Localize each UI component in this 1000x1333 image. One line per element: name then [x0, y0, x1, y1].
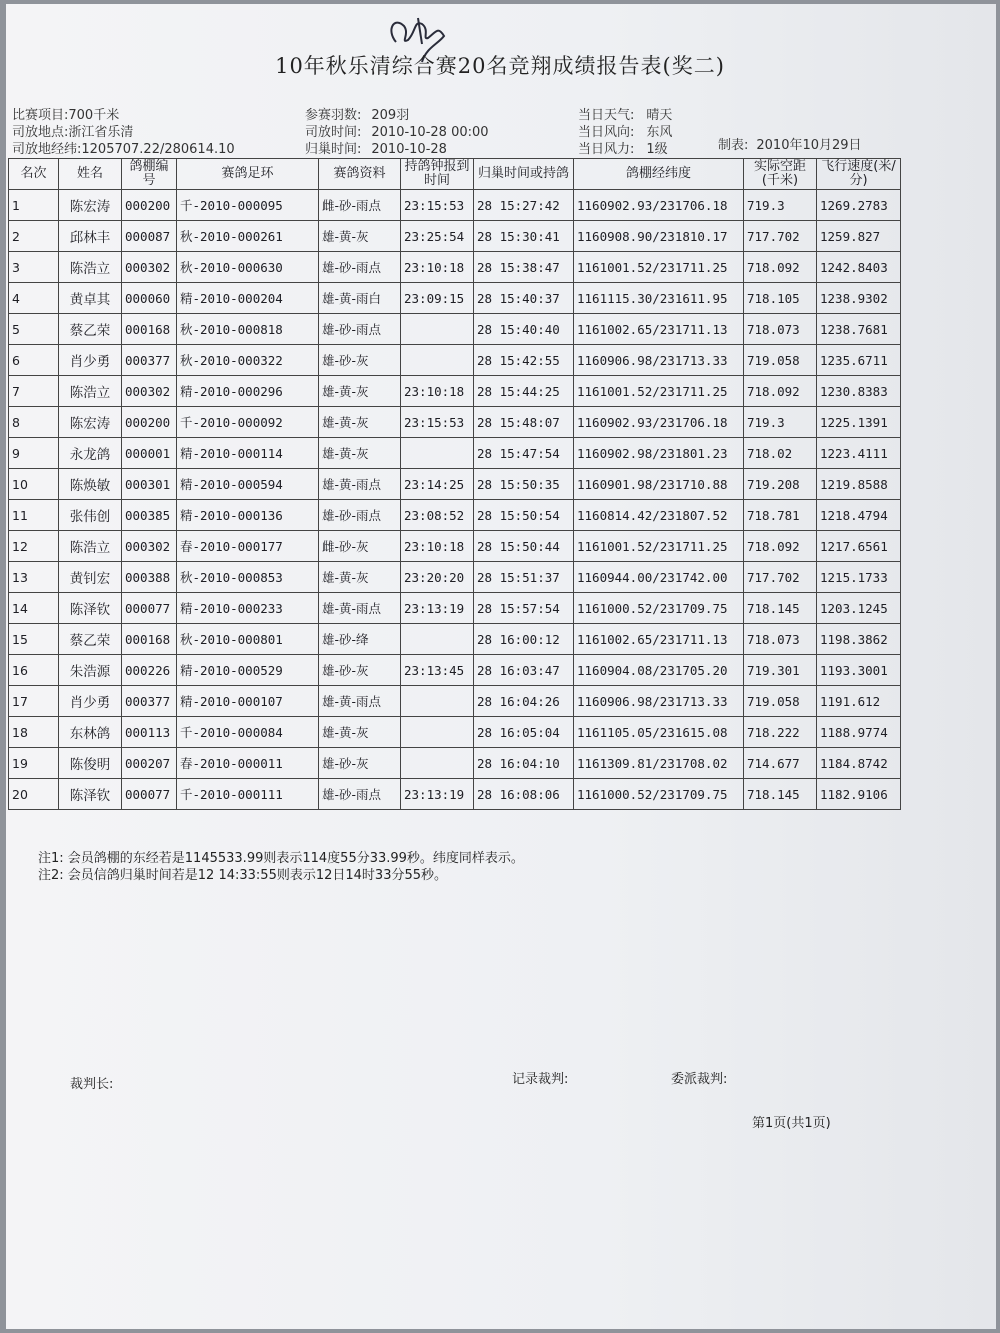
- cell-name: 陈浩立: [59, 252, 122, 283]
- table-row: [9, 407, 901, 438]
- cell-speed: 1242.8403: [817, 252, 901, 283]
- cell-distance: 718.222: [744, 717, 817, 748]
- report-title: 10年秋乐清综合赛20名竞翔成绩报告表(奖二): [275, 54, 725, 78]
- cell-speed: 1217.6561: [817, 531, 901, 562]
- table-row: [9, 717, 901, 748]
- cell-speed: 1238.7681: [817, 314, 901, 345]
- table-row: [9, 531, 901, 562]
- cell-loft-coords: 1160901.98/231710.88: [574, 469, 744, 500]
- table-row: [9, 221, 901, 252]
- release-coordinates: 司放地经纬:1205707.22/280614.10: [12, 142, 235, 157]
- chief-judge-label: 裁判长:: [70, 1077, 114, 1092]
- cell-clock-time: 23:10:18: [401, 376, 474, 407]
- cell-clock-time: [401, 624, 474, 655]
- cell-ring: 秋-2010-000261: [177, 221, 319, 252]
- table-row: [9, 283, 901, 314]
- cell-speed: 1259.827: [817, 221, 901, 252]
- cell-ring: 春-2010-000011: [177, 748, 319, 779]
- table-row: [9, 252, 901, 283]
- cell-arrival-time: 28 15:57:54: [474, 593, 574, 624]
- cell-speed: 1182.9106: [817, 779, 901, 810]
- header-loft-id: 鸽棚编号: [122, 159, 177, 190]
- cell-loft-coords: 1161001.52/231711.25: [574, 531, 744, 562]
- cell-speed: 1218.4794: [817, 500, 901, 531]
- cell-loft-coords: 1160902.98/231801.23: [574, 438, 744, 469]
- cell-loft-id: 000302: [122, 252, 177, 283]
- cell-name: 永龙鸽: [59, 438, 122, 469]
- table-row: [9, 500, 901, 531]
- cell-distance: 717.702: [744, 221, 817, 252]
- cell-speed: 1269.2783: [817, 190, 901, 221]
- note-1: 注1: 会员鸽棚的东经若是1145533.99则表示114度55分33.99秒。纬度同样表示。: [38, 851, 524, 866]
- cell-pigeon-info: 雌-砂-灰: [319, 531, 401, 562]
- cell-loft-id: 000301: [122, 469, 177, 500]
- cell-name: 陈泽钦: [59, 593, 122, 624]
- cell-rank: 16: [9, 655, 59, 686]
- cell-name: 蔡乙荣: [59, 624, 122, 655]
- cell-distance: 717.702: [744, 562, 817, 593]
- cell-arrival-time: 28 15:40:40: [474, 314, 574, 345]
- wind-force: 当日风力: 1级: [578, 142, 668, 157]
- cell-loft-id: 000377: [122, 686, 177, 717]
- cell-rank: 8: [9, 407, 59, 438]
- cell-distance: 718.073: [744, 624, 817, 655]
- cell-loft-id: 000060: [122, 283, 177, 314]
- cell-distance: 718.105: [744, 283, 817, 314]
- cell-rank: 11: [9, 500, 59, 531]
- cell-pigeon-info: 雄-黄-雨点: [319, 686, 401, 717]
- table-row: [9, 655, 901, 686]
- cell-rank: 5: [9, 314, 59, 345]
- cell-ring: 精-2010-000296: [177, 376, 319, 407]
- cell-loft-id: 000168: [122, 624, 177, 655]
- cell-arrival-time: 28 16:04:26: [474, 686, 574, 717]
- cell-loft-id: 000302: [122, 531, 177, 562]
- cell-loft-coords: 1161000.52/231709.75: [574, 593, 744, 624]
- cell-name: 黄卓其: [59, 283, 122, 314]
- cell-pigeon-info: 雄-砂-雨点: [319, 500, 401, 531]
- cell-loft-coords: 1160902.93/231706.18: [574, 407, 744, 438]
- cell-loft-id: 000200: [122, 407, 177, 438]
- cell-arrival-time: 28 15:51:37: [474, 562, 574, 593]
- cell-name: 陈泽钦: [59, 779, 122, 810]
- cell-name: 邱林丰: [59, 221, 122, 252]
- cell-clock-time: 23:13:45: [401, 655, 474, 686]
- table-row: [9, 190, 901, 221]
- wind-direction: 当日风向: 东风: [578, 125, 673, 140]
- cell-loft-id: 000077: [122, 779, 177, 810]
- cell-arrival-time: 28 16:08:06: [474, 779, 574, 810]
- cell-clock-time: [401, 438, 474, 469]
- table-row: [9, 624, 901, 655]
- cell-name: 蔡乙荣: [59, 314, 122, 345]
- cell-name: 陈宏涛: [59, 407, 122, 438]
- cell-ring: 秋-2010-000630: [177, 252, 319, 283]
- cell-loft-id: 000168: [122, 314, 177, 345]
- cell-ring: 春-2010-000177: [177, 531, 319, 562]
- cell-loft-coords: 1161001.52/231711.25: [574, 252, 744, 283]
- cell-distance: 718.02: [744, 438, 817, 469]
- cell-arrival-time: 28 15:40:37: [474, 283, 574, 314]
- cell-loft-coords: 1161115.30/231611.95: [574, 283, 744, 314]
- cell-ring: 秋-2010-000322: [177, 345, 319, 376]
- cell-name: 陈浩立: [59, 376, 122, 407]
- table-row: [9, 686, 901, 717]
- made-date: 制表: 2010年10月29日: [718, 138, 862, 153]
- cell-distance: 714.677: [744, 748, 817, 779]
- notes: [38, 850, 524, 884]
- cell-pigeon-info: 雄-黄-灰: [319, 562, 401, 593]
- cell-clock-time: [401, 345, 474, 376]
- cell-speed: 1225.1391: [817, 407, 901, 438]
- cell-rank: 7: [9, 376, 59, 407]
- page-number: 第1页(共1页): [752, 1116, 831, 1131]
- cell-arrival-time: 28 15:44:25: [474, 376, 574, 407]
- cell-ring: 精-2010-000233: [177, 593, 319, 624]
- cell-distance: 718.145: [744, 593, 817, 624]
- cell-pigeon-info: 雄-黄-雨点: [319, 593, 401, 624]
- cell-pigeon-info: 雄-砂-灰: [319, 655, 401, 686]
- cell-loft-coords: 1160944.00/231742.00: [574, 562, 744, 593]
- cell-pigeon-info: 雄-砂-雨点: [319, 779, 401, 810]
- cell-rank: 19: [9, 748, 59, 779]
- cell-clock-time: 23:13:19: [401, 779, 474, 810]
- cell-loft-coords: 1161105.05/231615.08: [574, 717, 744, 748]
- cell-name: 肖少勇: [59, 686, 122, 717]
- table-row: [9, 593, 901, 624]
- cell-speed: 1235.6711: [817, 345, 901, 376]
- cell-clock-time: [401, 314, 474, 345]
- cell-name: 肖少勇: [59, 345, 122, 376]
- cell-clock-time: 23:13:19: [401, 593, 474, 624]
- cell-rank: 10: [9, 469, 59, 500]
- cell-ring: 精-2010-000204: [177, 283, 319, 314]
- header-rank: 名次: [9, 159, 59, 190]
- table-row: [9, 376, 901, 407]
- header-loft-coords: 鸽棚经纬度: [574, 159, 744, 190]
- cell-name: 朱浩源: [59, 655, 122, 686]
- cell-loft-id: 000377: [122, 345, 177, 376]
- cell-pigeon-info: 雄-黄-灰: [319, 221, 401, 252]
- cell-arrival-time: 28 15:27:42: [474, 190, 574, 221]
- cell-distance: 719.3: [744, 407, 817, 438]
- cell-loft-coords: 1160814.42/231807.52: [574, 500, 744, 531]
- cell-arrival-time: 28 15:50:35: [474, 469, 574, 500]
- cell-loft-id: 000385: [122, 500, 177, 531]
- cell-arrival-time: 28 15:48:07: [474, 407, 574, 438]
- cell-clock-time: 23:15:53: [401, 190, 474, 221]
- cell-loft-coords: 1161001.52/231711.25: [574, 376, 744, 407]
- cell-loft-id: 000087: [122, 221, 177, 252]
- cell-pigeon-info: 雌-砂-雨点: [319, 190, 401, 221]
- cell-ring: 精-2010-000136: [177, 500, 319, 531]
- cell-ring: 精-2010-000594: [177, 469, 319, 500]
- cell-rank: 2: [9, 221, 59, 252]
- cell-clock-time: 23:14:25: [401, 469, 474, 500]
- cell-loft-coords: 1161002.65/231711.13: [574, 314, 744, 345]
- cell-pigeon-info: 雄-黄-灰: [319, 717, 401, 748]
- cell-name: 陈宏涛: [59, 190, 122, 221]
- release-time: 司放时间: 2010-10-28 00:00: [305, 125, 489, 140]
- cell-clock-time: 23:25:54: [401, 221, 474, 252]
- cell-name: 东林鸽: [59, 717, 122, 748]
- cell-distance: 718.092: [744, 376, 817, 407]
- cell-clock-time: 23:10:18: [401, 252, 474, 283]
- cell-clock-time: 23:08:52: [401, 500, 474, 531]
- cell-name: 黄钊宏: [59, 562, 122, 593]
- assigned-judge-label: 委派裁判:: [671, 1072, 728, 1087]
- cell-distance: 718.781: [744, 500, 817, 531]
- cell-rank: 6: [9, 345, 59, 376]
- header-ring: 赛鸽足环: [177, 159, 319, 190]
- results-table: [8, 158, 901, 810]
- cell-pigeon-info: 雄-黄-灰: [319, 438, 401, 469]
- cell-rank: 18: [9, 717, 59, 748]
- cell-distance: 719.3: [744, 190, 817, 221]
- cell-loft-coords: 1160904.08/231705.20: [574, 655, 744, 686]
- cell-pigeon-info: 雄-黄-灰: [319, 407, 401, 438]
- cell-rank: 4: [9, 283, 59, 314]
- cell-clock-time: 23:10:18: [401, 531, 474, 562]
- cell-arrival-time: 28 16:03:47: [474, 655, 574, 686]
- release-place: 司放地点:浙江省乐清: [12, 125, 134, 140]
- cell-arrival-time: 28 15:50:54: [474, 500, 574, 531]
- cell-loft-coords: 1160908.90/231810.17: [574, 221, 744, 252]
- cell-ring: 秋-2010-000818: [177, 314, 319, 345]
- cell-pigeon-info: 雄-砂-绛: [319, 624, 401, 655]
- cell-pigeon-info: 雄-砂-雨点: [319, 252, 401, 283]
- cell-arrival-time: 28 16:04:10: [474, 748, 574, 779]
- entries: 参赛羽数: 209羽: [305, 108, 410, 123]
- cell-rank: 14: [9, 593, 59, 624]
- cell-loft-id: 000113: [122, 717, 177, 748]
- cell-ring: 千-2010-000095: [177, 190, 319, 221]
- cell-rank: 20: [9, 779, 59, 810]
- cell-rank: 12: [9, 531, 59, 562]
- cell-arrival-time: 28 15:50:44: [474, 531, 574, 562]
- cell-rank: 3: [9, 252, 59, 283]
- cell-distance: 718.092: [744, 252, 817, 283]
- cell-loft-id: 000302: [122, 376, 177, 407]
- cell-clock-time: [401, 717, 474, 748]
- cell-ring: 秋-2010-000801: [177, 624, 319, 655]
- cell-arrival-time: 28 15:42:55: [474, 345, 574, 376]
- cell-speed: 1191.612: [817, 686, 901, 717]
- header-arrival-time: 归巢时间或持鸽: [474, 159, 574, 190]
- cell-distance: 718.073: [744, 314, 817, 345]
- cell-speed: 1219.8588: [817, 469, 901, 500]
- record-judge-label: 记录裁判:: [512, 1072, 569, 1087]
- table-row: [9, 562, 901, 593]
- cell-rank: 17: [9, 686, 59, 717]
- cell-loft-coords: 1160906.98/231713.33: [574, 345, 744, 376]
- cell-loft-id: 000077: [122, 593, 177, 624]
- cell-name: 陈俊明: [59, 748, 122, 779]
- cell-arrival-time: 28 15:30:41: [474, 221, 574, 252]
- cell-speed: 1193.3001: [817, 655, 901, 686]
- cell-arrival-time: 28 15:38:47: [474, 252, 574, 283]
- cell-clock-time: 23:20:20: [401, 562, 474, 593]
- table-row: [9, 438, 901, 469]
- cell-arrival-time: 28 16:00:12: [474, 624, 574, 655]
- cell-pigeon-info: 雄-黄-灰: [319, 376, 401, 407]
- cell-speed: 1198.3862: [817, 624, 901, 655]
- cell-arrival-time: 28 15:47:54: [474, 438, 574, 469]
- cell-name: 陈浩立: [59, 531, 122, 562]
- cell-pigeon-info: 雄-砂-灰: [319, 345, 401, 376]
- cell-speed: 1223.4111: [817, 438, 901, 469]
- cell-distance: 718.145: [744, 779, 817, 810]
- table-row: [9, 748, 901, 779]
- cell-speed: 1203.1245: [817, 593, 901, 624]
- cell-pigeon-info: 雄-黄-雨白: [319, 283, 401, 314]
- cell-distance: 719.301: [744, 655, 817, 686]
- cell-clock-time: 23:15:53: [401, 407, 474, 438]
- header-pigeon-info: 赛鸽资料: [319, 159, 401, 190]
- note-2: 注2: 会员信鸽归巢时间若是12 14:33:55则表示12日14时33分55秒。: [38, 868, 448, 883]
- cell-ring: 精-2010-000529: [177, 655, 319, 686]
- race-item: 比赛项目:700千米: [12, 108, 120, 123]
- cell-loft-coords: 1160902.93/231706.18: [574, 190, 744, 221]
- cell-speed: 1230.8383: [817, 376, 901, 407]
- weather: 当日天气: 晴天: [578, 108, 673, 123]
- cell-distance: 718.092: [744, 531, 817, 562]
- header-clock-time: 持鸽钟报到时间: [401, 159, 474, 190]
- cell-name: 陈焕敏: [59, 469, 122, 500]
- cell-ring: 秋-2010-000853: [177, 562, 319, 593]
- cell-loft-coords: 1161000.52/231709.75: [574, 779, 744, 810]
- cell-ring: 精-2010-000107: [177, 686, 319, 717]
- cell-loft-id: 000388: [122, 562, 177, 593]
- header-speed: 飞行速度(米/分): [817, 159, 901, 190]
- cell-clock-time: [401, 686, 474, 717]
- cell-speed: 1238.9302: [817, 283, 901, 314]
- cell-ring: 精-2010-000114: [177, 438, 319, 469]
- cell-loft-id: 000001: [122, 438, 177, 469]
- cell-loft-coords: 1161002.65/231711.13: [574, 624, 744, 655]
- cell-speed: 1188.9774: [817, 717, 901, 748]
- cell-speed: 1215.1733: [817, 562, 901, 593]
- cell-pigeon-info: 雄-砂-雨点: [319, 314, 401, 345]
- cell-rank: 1: [9, 190, 59, 221]
- cell-pigeon-info: 雄-黄-雨点: [319, 469, 401, 500]
- cell-rank: 15: [9, 624, 59, 655]
- cell-clock-time: 23:09:15: [401, 283, 474, 314]
- return-time: 归巢时间: 2010-10-28: [305, 142, 447, 157]
- cell-name: 张伟创: [59, 500, 122, 531]
- cell-rank: 13: [9, 562, 59, 593]
- table-row: [9, 314, 901, 345]
- table-row: [9, 345, 901, 376]
- cell-arrival-time: 28 16:05:04: [474, 717, 574, 748]
- header-name: 姓名: [59, 159, 122, 190]
- table-row: [9, 469, 901, 500]
- cell-distance: 719.058: [744, 345, 817, 376]
- cell-loft-id: 000200: [122, 190, 177, 221]
- cell-ring: 千-2010-000084: [177, 717, 319, 748]
- cell-distance: 719.208: [744, 469, 817, 500]
- header-distance: 实际空距(千米): [744, 159, 817, 190]
- cell-loft-coords: 1160906.98/231713.33: [574, 686, 744, 717]
- cell-ring: 千-2010-000111: [177, 779, 319, 810]
- cell-pigeon-info: 雄-砂-灰: [319, 748, 401, 779]
- cell-loft-id: 000207: [122, 748, 177, 779]
- cell-loft-coords: 1161309.81/231708.02: [574, 748, 744, 779]
- cell-speed: 1184.8742: [817, 748, 901, 779]
- cell-ring: 千-2010-000092: [177, 407, 319, 438]
- cell-loft-id: 000226: [122, 655, 177, 686]
- cell-rank: 9: [9, 438, 59, 469]
- table-header-row: [9, 159, 901, 190]
- table-row: [9, 779, 901, 810]
- cell-distance: 719.058: [744, 686, 817, 717]
- cell-clock-time: [401, 748, 474, 779]
